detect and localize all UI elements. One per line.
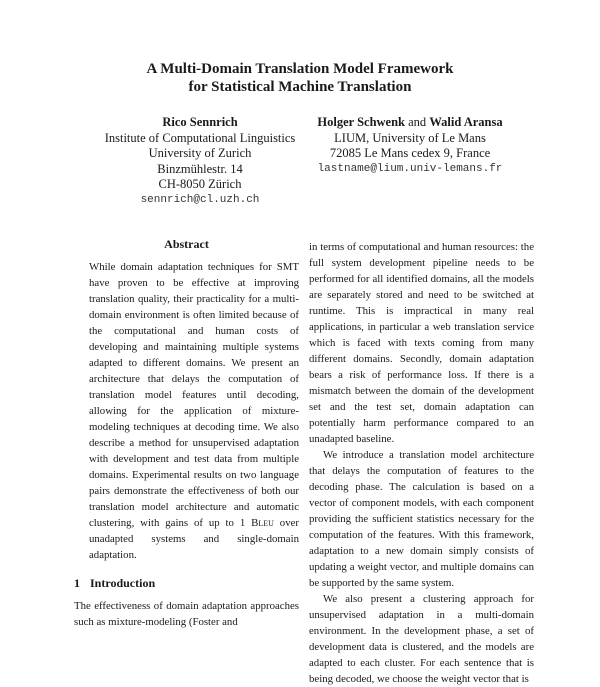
introduction-paragraph: The effectiveness of domain adaptation approaches such as mixture-modeling (Foster and xyxy=(74,600,299,628)
right-column xyxy=(309,239,534,687)
bleu-metric: Bleu xyxy=(251,517,274,529)
abstract-body xyxy=(74,259,299,563)
author-affiliation: LIUM, University of Le Mans xyxy=(334,130,486,145)
author-name: Holger Schwenk xyxy=(317,115,405,129)
body-paragraph-1: in terms of computational and human resources: the full system development pipeline needs to be performed for all identified domains, all the models are separately stored and need to be switched at runtime. This is impractical in many real applications, in particular a web translation service which is faced with texts coming from many different domains. Secondly, domain adaptation bears a risk of performance loss. If there is a mismatch between the domain of the development set and the test set, domain adaptation can potentially harm performance compared to an unadapted baseline. xyxy=(309,241,534,445)
section-number: 1 xyxy=(74,576,80,590)
author-email: sennrich@cl.uzh.ch xyxy=(140,193,260,206)
author-affiliation: Institute of Computational Linguistics xyxy=(104,130,296,145)
section-title: Introduction xyxy=(90,576,156,590)
body-paragraph-2: We introduce a translation model architecture that delays the computation of features to the decoding phase. The calculation is based on a vector of component models, with each component providing the sufficient statistics necessary for the computation of the features. With this framework, adaptation to a new domain simply consists of updating a weight vector, and multiple domains can be supported by the same system. xyxy=(309,449,534,589)
author-names xyxy=(285,115,535,131)
body-paragraph-3: We also present a clustering approach for unsupervised adaptation in a multi-domain environment. In the development phase, a set of development data is clustered, and the models are adapted to each cluster. For each sentence that is being decoded, we choose the weight vector that is xyxy=(309,593,534,685)
author-block-schwenk-aransa xyxy=(285,115,535,177)
abstract-text-before: While domain adaptation techniques for SMT have proven to be effective at improving translation quality, their practicality for a multi-domain environment is often limited because of the computational and human costs of developing and maintaining multiple systems adapted to different domains. We present an architecture that delays the computation of translation model features until decoding, allowing for the application of mixture-modeling techniques at decoding time. We also describe a method for unsupervised adaptation with development and test data from multiple domains. Experimental results on two language pairs demonstrate the effectiveness of both our translation model architecture and automatic clustering, with gains of up to 1 xyxy=(89,261,299,529)
author-block-sennrich xyxy=(100,115,300,209)
author-name: Rico Sennrich xyxy=(162,115,238,129)
abstract-paragraph xyxy=(89,259,299,563)
title-line-1: A Multi-Domain Translation Model Framework xyxy=(146,61,454,77)
paper-title xyxy=(0,60,600,96)
author-conjunction: and xyxy=(408,115,427,129)
title-line-2: for Statistical Machine Translation xyxy=(188,79,412,95)
author-address: 72085 Le Mans cedex 9, France xyxy=(329,146,491,161)
abstract-text-after: over unadapted systems and single-domain adaptation. xyxy=(89,517,299,561)
left-column xyxy=(74,236,299,630)
author-email: lastname@lium.univ-lemans.fr xyxy=(317,162,503,175)
author-address: Binzmühlestr. 14 xyxy=(157,161,243,176)
author-address: CH-8050 Zürich xyxy=(158,177,242,192)
author-affiliation: University of Zurich xyxy=(148,146,252,161)
author-name: Walid Aransa xyxy=(429,115,503,129)
introduction-heading xyxy=(74,575,299,591)
abstract-heading: Abstract xyxy=(164,237,209,251)
